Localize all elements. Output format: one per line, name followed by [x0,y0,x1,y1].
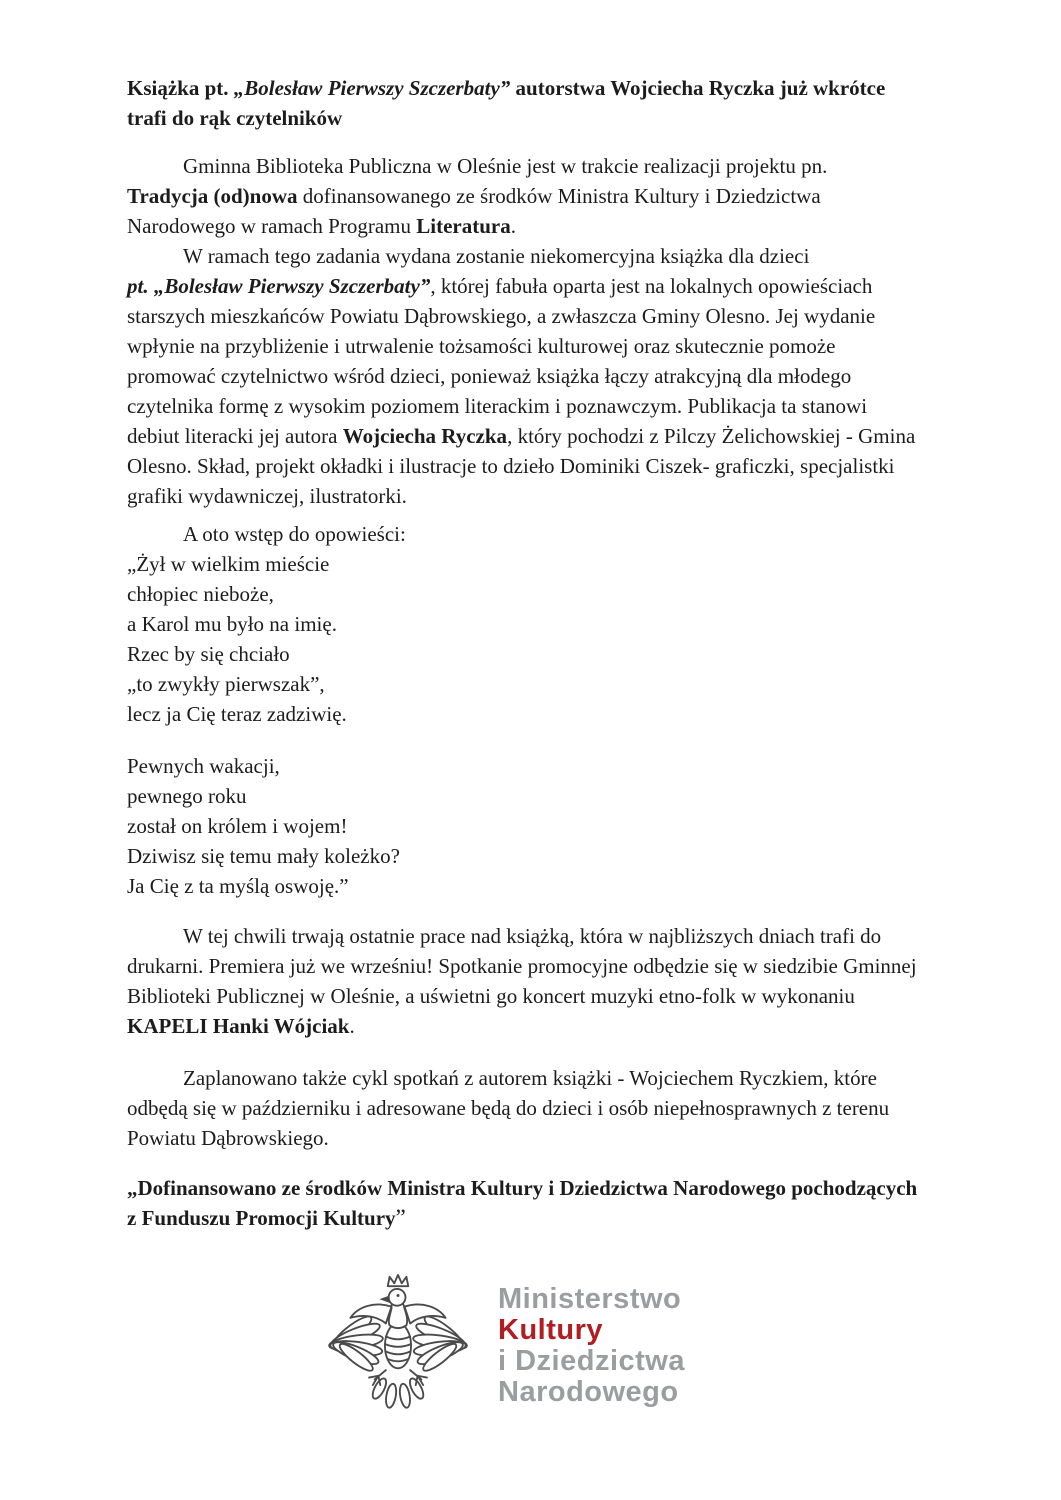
paragraph-line [127,181,971,211]
paragraph-text: . [349,1014,355,1038]
paragraph-line: W ramach tego zadania wydana zostanie niekomercyjna książka dla dzieci [183,244,810,268]
ministry-name-line: i Dziedzictwa [498,1345,685,1377]
poem-line: Rzec by się chciało [127,642,290,666]
funding-line-1: „Dofinansowano ze środków Ministra Kultury i Dziedzictwa Narodowego pochodzących [127,1176,918,1200]
poem-line: chłopiec nieboże, [127,582,274,606]
document-title [127,73,971,133]
ministry-name-line: Ministerstwo [498,1283,682,1315]
funding-line-2 [127,1203,971,1233]
poem-stanza-1 [127,549,971,729]
paragraph-line [127,271,971,301]
title-line-1 [127,73,971,103]
paragraph-text: . [510,214,516,238]
band-name-bold: KAPELI Hanki Wójciak [127,1014,350,1038]
program-name-bold: Literatura [416,214,511,238]
paragraph-project [127,151,971,241]
funding-statement [127,1173,971,1233]
poem-intro: A oto wstęp do opowieści: [183,522,406,546]
paragraph-line: Olesno. Skład, projekt okładki i ilustracje to dzieło Dominiki Ciszek- graficzki, specjalistki [127,454,895,478]
paragraph-line: grafiki wydawniczej, ilustratorki. [127,484,407,508]
paragraph-line: wpłynie na przybliżenie i utrwalenie tożsamości kulturowej oraz skutecznie pomoże [127,334,836,358]
ministry-name-line: Narodowego [498,1376,679,1408]
paragraph-line: promować czytelnictwo wśród dzieci, ponieważ książka łączy atrakcyjną dla młodego [127,364,852,388]
ministry-name [498,1284,685,1408]
paragraph-line: starszych mieszkańców Powiatu Dąbrowskiego, a zwłaszcza Gminy Olesno. Jej wydanie [127,304,876,328]
poem-line: a Karol mu było na imię. [127,612,337,636]
project-name-bold: Tradycja (od)nowa [127,184,298,208]
title-line-2: trafi do rąk czytelników [127,106,343,130]
author-name-bold: Wojciecha Ryczka [342,424,508,448]
paragraph-premiere [127,921,971,1041]
paragraph-line: Gminna Biblioteka Publiczna w Oleśnie jest w trakcie realizacji projektu pn. [183,154,828,178]
title-text: autorstwa Wojciecha Ryczka już wkrótce [510,76,886,100]
book-title-bold-italic: pt. „Bolesław Pierwszy Szczerbaty” [127,274,431,298]
funding-text: z Funduszu Promocji Kultury [127,1206,396,1230]
paragraph-text: Narodowego w ramach Programu [127,214,417,238]
paragraph-line: Powiatu Dąbrowskiego. [127,1126,329,1150]
poem-line: lecz ja Cię teraz zadziwię. [127,702,347,726]
paragraph-line: czytelnika formę z wysokim poziomem literackim i poznawczym. Publikacja ta stanowi [127,394,868,418]
paragraph-meetings [127,1063,971,1153]
poem-line: Ja Cię z ta myślą oswoję.” [127,874,349,898]
paragraph-line [127,1011,971,1041]
poem-stanza-2 [127,751,971,901]
poem-line: „Żył w wielkim mieście [127,552,330,576]
paragraph-line [127,211,971,241]
paragraph-text: dofinansowanego ze środków Ministra Kultury i Dziedzictwa [297,184,821,208]
ministry-name-line-red: Kultury [498,1314,603,1346]
book-title-italic: „Bolesław Pierwszy Szczerbaty” [233,76,511,100]
paragraph-line: odbędą się w październiku i adresowane będą do dzieci i osób niepełnosprawnych z terenu [127,1096,890,1120]
funding-closing-quote: ” [395,1205,406,1230]
poem-line: Dziwisz się temu mały koleżko? [127,844,400,868]
paragraph-line: W tej chwili trwają ostatnie prace nad książką, która w najbliższych dniach trafi do [183,924,882,948]
paragraph-text: , który pochodzi z Pilczy Żelichowskiej - Gmina [507,424,916,448]
paragraph-book-description [127,241,971,511]
paragraph-line: Zaplanowano także cykl spotkań z autorem książki - Wojciechem Ryczkiem, które [183,1066,877,1090]
poem-line: Pewnych wakacji, [127,754,280,778]
title-text: Książka pt. [127,76,234,100]
polish-eagle-emblem-icon [328,1268,468,1420]
paragraph-text: debiut literacki jej autora [127,424,343,448]
paragraph-text: , której fabuła oparta jest na lokalnych opowieściach [430,274,873,298]
poem-line: „to zwykły pierwszak”, [127,672,325,696]
poem-line: pewnego roku [127,784,247,808]
poem-line: został on królem i wojem! [127,814,348,838]
ministry-logo [328,1268,685,1420]
paragraph-line: Biblioteki Publicznej w Oleśnie, a uświetni go koncert muzyki etno-folk w wykonaniu [127,984,855,1008]
paragraph-line [127,421,971,451]
paragraph-line: drukarni. Premiera już we wrześniu! Spotkanie promocyjne odbędzie się w siedzibie Gminnej [127,954,917,978]
